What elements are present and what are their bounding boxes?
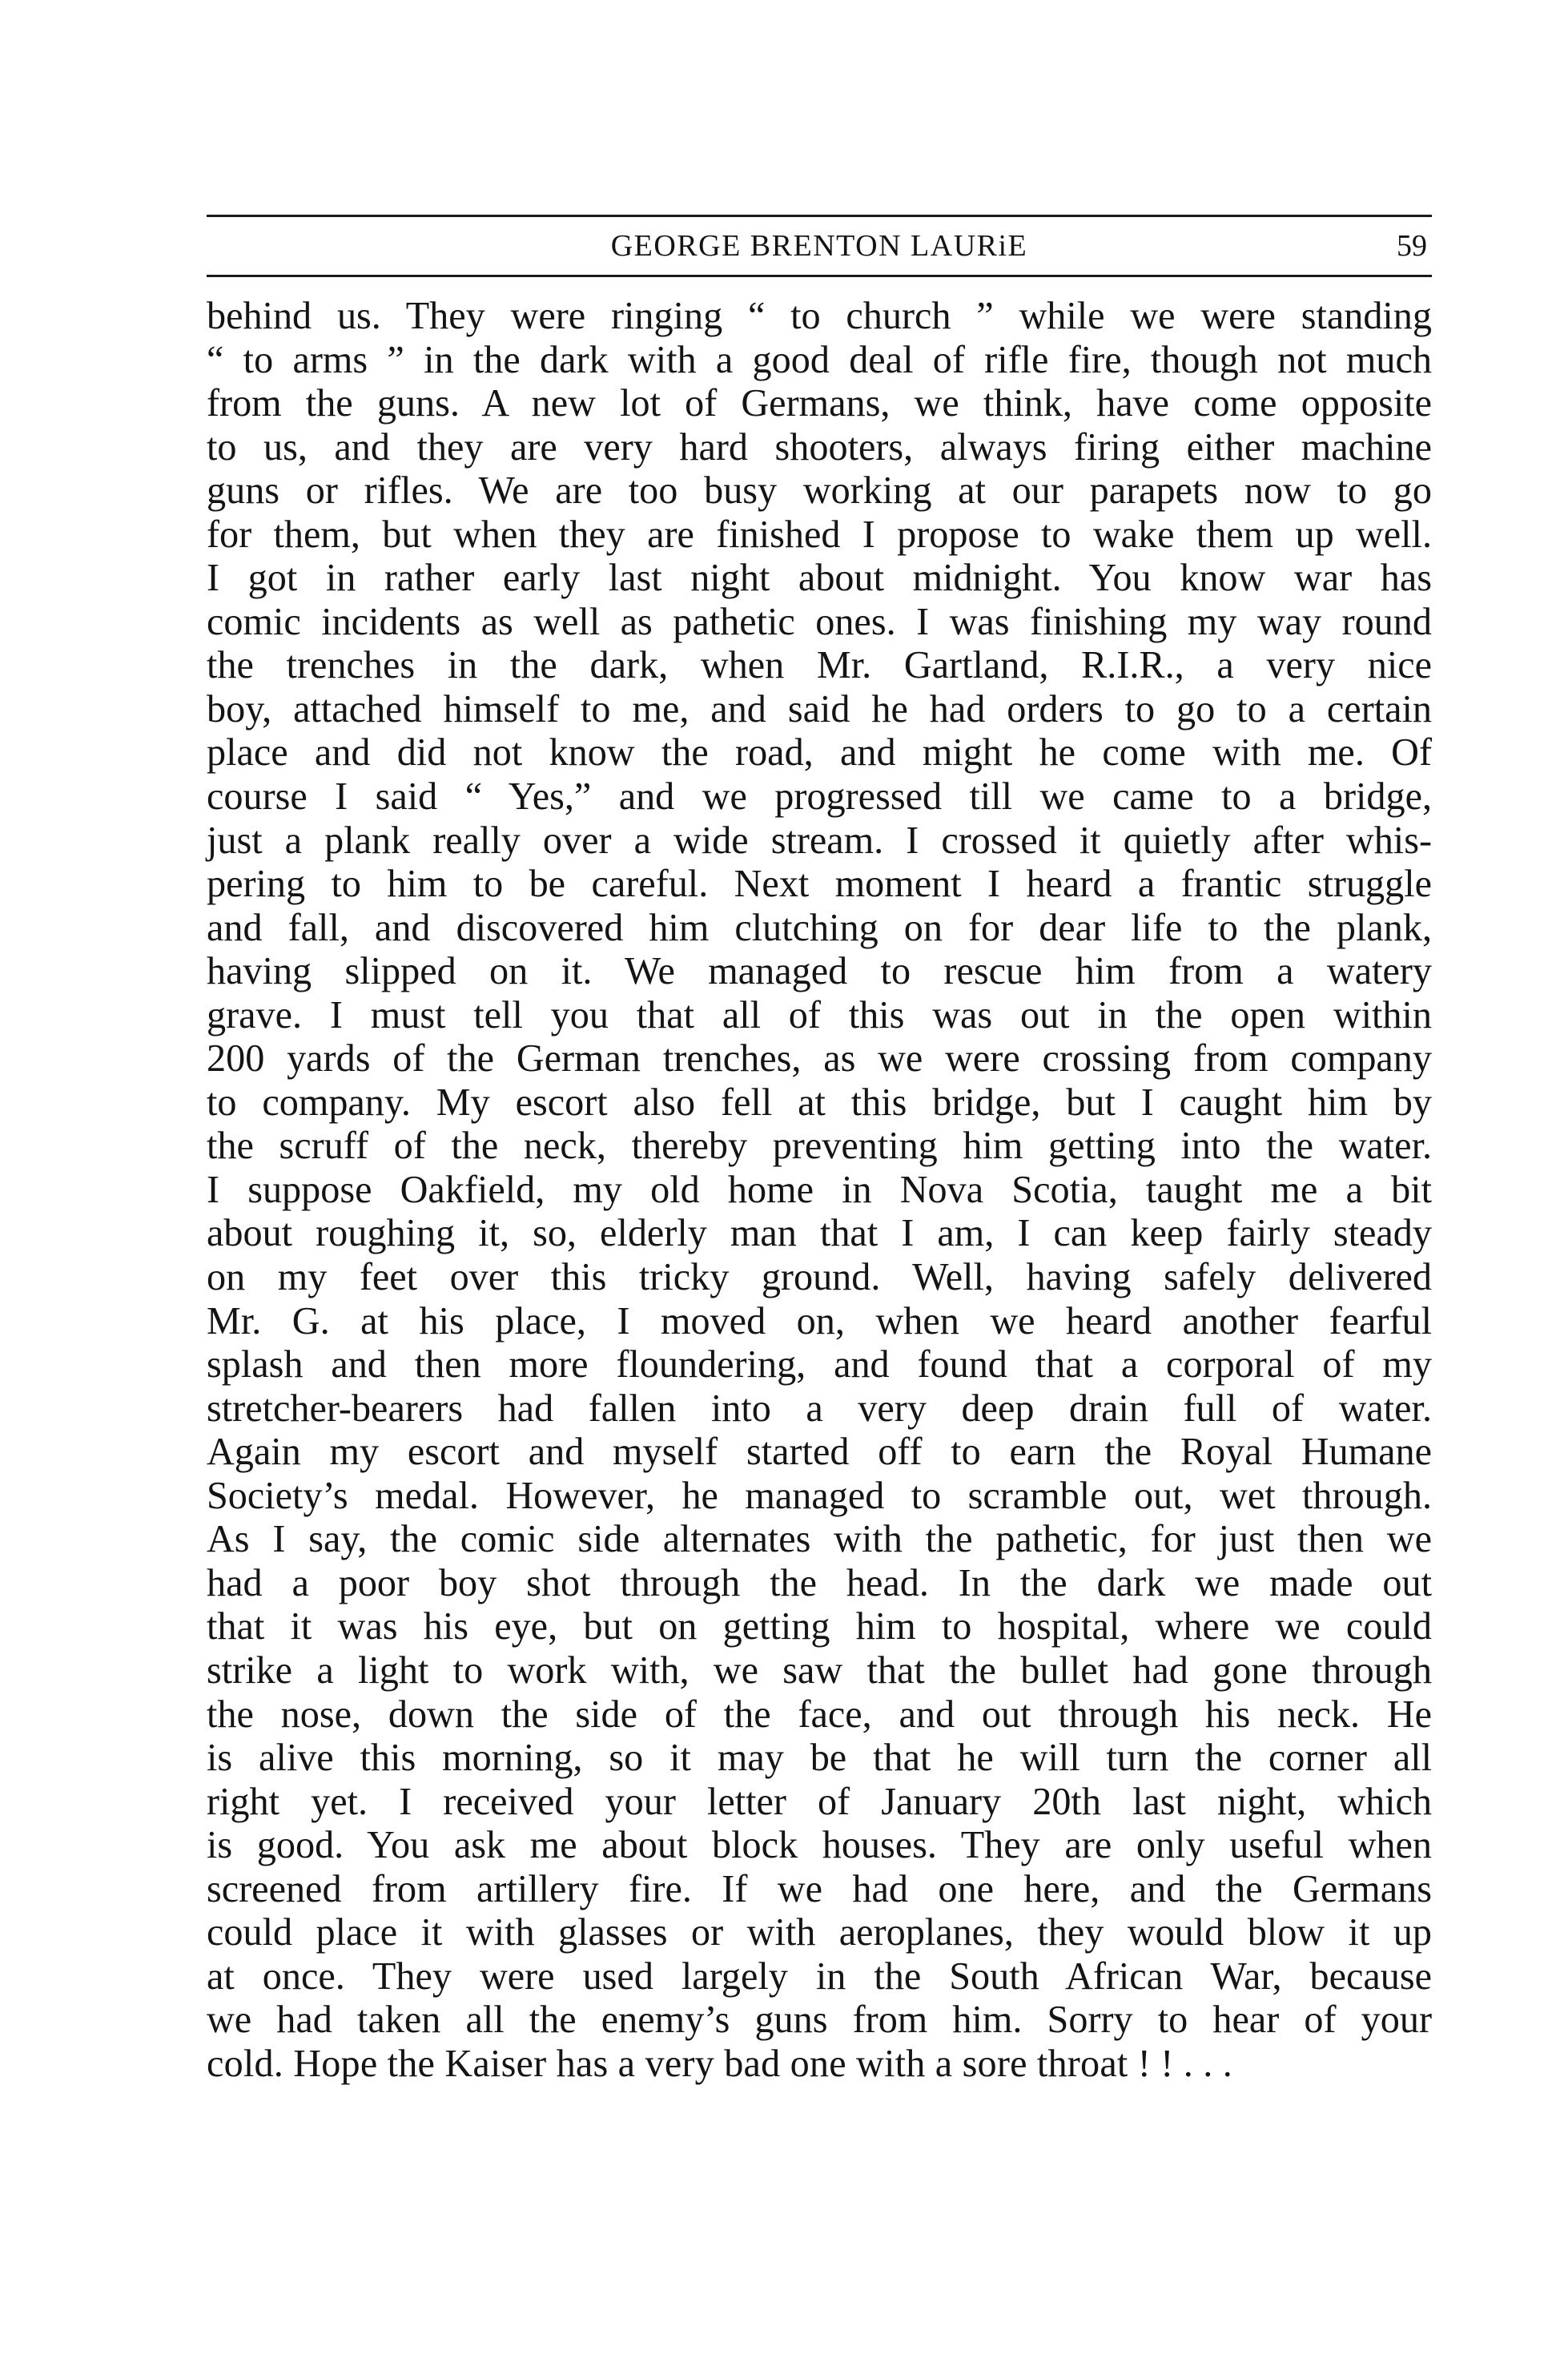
body-text: [207, 295, 1432, 2086]
text-line: grave. I must tell you that all of this was out in the open within: [207, 993, 1432, 1037]
text-line: place and did not know the road, and might he come with me. Of: [207, 731, 1432, 775]
text-line: pering to him to be careful. Next moment I heard a frantic struggle: [207, 863, 1432, 906]
text-line: on my feet over this tricky ground. Well, having safely delivered: [207, 1256, 1432, 1299]
text-line: to company. My escort also fell at this bridge, but I caught him by: [207, 1081, 1432, 1124]
text-line: the trenches in the dark, when Mr. Gartland, R.I.R., a very nice: [207, 644, 1432, 687]
text-line: that it was his eye, but on getting him to hospital, where we could: [207, 1605, 1432, 1648]
text-line: cold. Hope the Kaiser has a very bad one with a sore throat ! ! . . .: [207, 2042, 1232, 2085]
text-line: the nose, down the side of the face, and out through his neck. He: [207, 1693, 1432, 1736]
text-line: boy, attached himself to me, and said he had orders to go to a certain: [207, 687, 1432, 731]
text-line: 200 yards of the German trenches, as we were crossing from company: [207, 1037, 1432, 1081]
text-line: we had taken all the enemy’s guns from him. Sorry to hear of your: [207, 1999, 1432, 2042]
text-line: behind us. They were ringing “ to church ” while we were standing: [207, 295, 1432, 337]
text-line: to us, and they are very hard shooters, always firing either machine: [207, 425, 1432, 469]
text-line: course I said “ Yes,” and we progressed till we came to a bridge,: [207, 775, 1432, 819]
text-line: splash and then more floundering, and found that a corporal of my: [207, 1343, 1432, 1387]
text-line: could place it with glasses or with aeroplanes, they would blow it up: [207, 1911, 1432, 1954]
text-line: I suppose Oakfield, my old home in Nova Scotia, taught me a bit: [207, 1168, 1432, 1211]
text-line: for them, but when they are finished I propose to wake them up well.: [207, 513, 1432, 556]
text-line: I got in rather early last night about midnight. You know war has: [207, 557, 1432, 600]
text-line: and fall, and discovered him clutching on for dear life to the plank,: [207, 906, 1432, 949]
text-line: stretcher-bearers had fallen into a very deep drain full of water.: [207, 1387, 1432, 1430]
text-line: the scruff of the neck, thereby preventing him getting into the water.: [207, 1125, 1432, 1168]
header-bottom-rule: [207, 275, 1432, 277]
running-header: [207, 217, 1432, 275]
text-line: guns or rifles. We are too busy working at our parapets now to go: [207, 469, 1432, 513]
text-line: is alive this morning, so it may be that he will turn the corner all: [207, 1737, 1432, 1780]
text-line: Again my escort and myself started off to earn the Royal Humane: [207, 1431, 1432, 1474]
text-line: right yet. I received your letter of January 20th last night, which: [207, 1780, 1432, 1823]
text-line: As I say, the comic side alternates with the pathetic, for just then we: [207, 1518, 1432, 1561]
text-line: strike a light to work with, we saw that the bullet had gone through: [207, 1648, 1432, 1692]
text-line: about roughing it, so, elderly man that I am, I can keep fairly steady: [207, 1212, 1432, 1255]
text-line: just a plank really over a wide stream. I crossed it quietly after whis-: [207, 819, 1432, 862]
text-line: Society’s medal. However, he managed to scramble out, wet through.: [207, 1474, 1432, 1517]
book-page: [207, 215, 1432, 2086]
running-head-title: GEORGE BRENTON LAURiE: [610, 229, 1028, 263]
text-line: comic incidents as well as pathetic ones. I was finishing my way round: [207, 600, 1432, 643]
text-line: is good. You ask me about block houses. They are only useful when: [207, 1824, 1432, 1867]
text-line: Mr. G. at his place, I moved on, when we heard another fearful: [207, 1299, 1432, 1342]
text-line: screened from artillery fire. If we had one here, and the Germans: [207, 1867, 1432, 1910]
text-line: “ to arms ” in the dark with a good deal of rifle fire, though not much: [207, 338, 1432, 381]
text-line: from the guns. A new lot of Germans, we think, have come opposite: [207, 382, 1432, 425]
text-line: having slipped on it. We managed to rescue him from a watery: [207, 950, 1432, 993]
text-line: had a poor boy shot through the head. In the dark we made out: [207, 1561, 1432, 1604]
page-number: 59: [1397, 229, 1427, 263]
text-line: at once. They were used largely in the South African War, because: [207, 1954, 1432, 1998]
